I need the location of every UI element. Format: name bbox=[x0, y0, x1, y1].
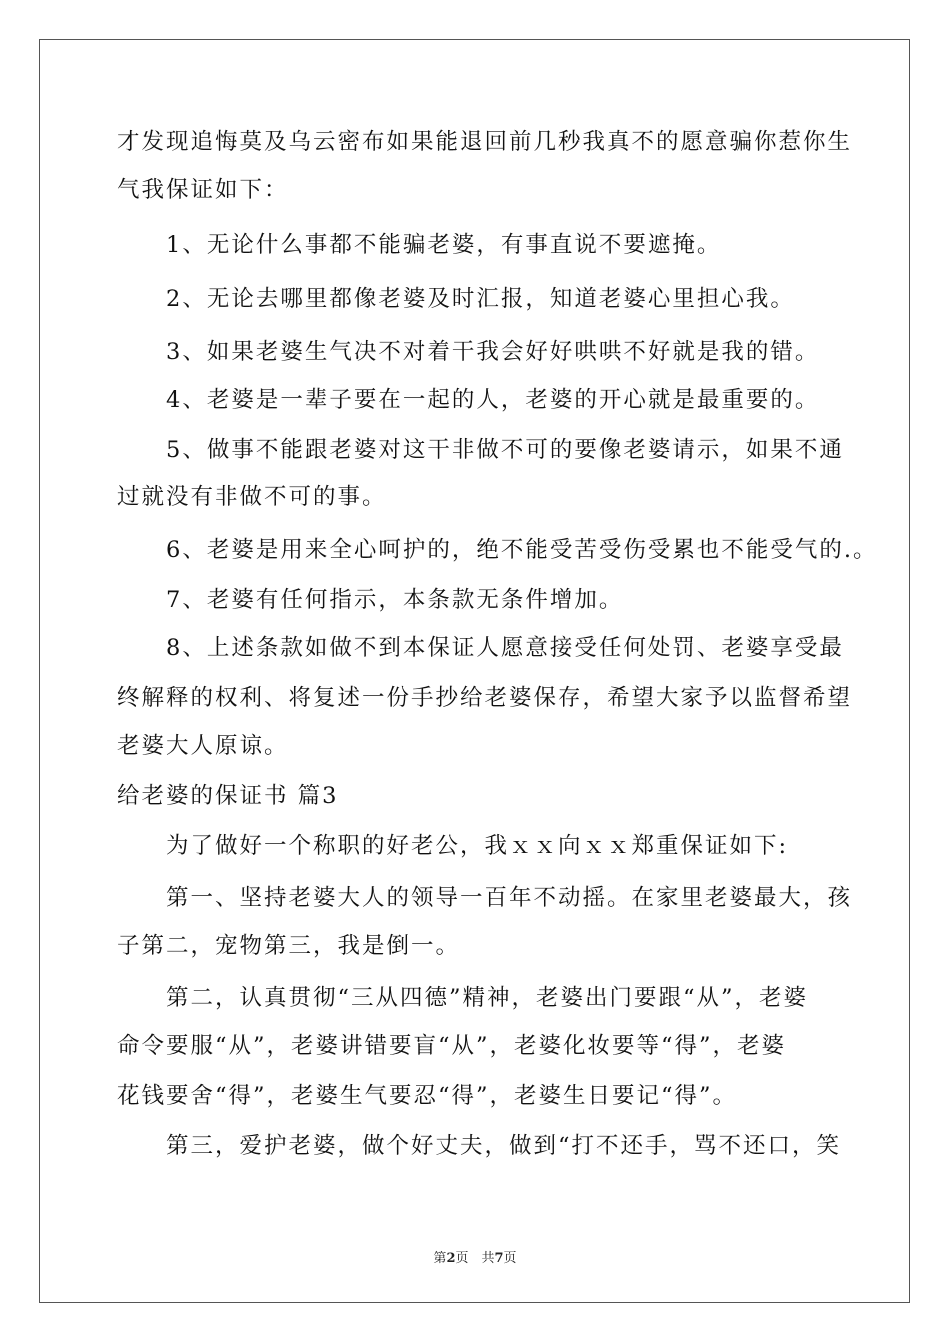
page-border bbox=[39, 39, 910, 1303]
list-item: 5、做事不能跟老婆对这干非做不可的要像老婆请示，如果不通 bbox=[117, 437, 844, 463]
page-current: 2 bbox=[446, 1251, 456, 1266]
text-line: 终解释的权利、将复述一份手抄给老婆保存，希望大家予以监督希望 bbox=[117, 685, 853, 711]
list-item: 6、老婆是用来全心呵护的，绝不能受苦受伤受累也不能受气的.。 bbox=[117, 537, 878, 563]
text-line: 花钱要舍“得”，老婆生气要忍“得”，老婆生日要记“得”。 bbox=[117, 1083, 738, 1109]
list-item: 8、上述条款如做不到本保证人愿意接受任何处罚、老婆享受最 bbox=[117, 635, 844, 661]
page-prefix: 第 bbox=[433, 1251, 447, 1266]
text-line: 才发现追悔莫及乌云密布如果能退回前几秒我真不的愿意骗你惹你生 bbox=[117, 129, 853, 155]
text-line: 第三，爱护老婆，做个好丈夫，做到“打不还手，骂不还口，笑 bbox=[117, 1133, 842, 1159]
text-line: 第二，认真贯彻“三从四德”精神，老婆出门要跟“从”，老婆 bbox=[117, 985, 809, 1011]
text-line: 过就没有非做不可的事。 bbox=[117, 484, 387, 510]
section-heading: 给老婆的保证书 篇3 bbox=[117, 783, 339, 809]
text-line: 为了做好一个称职的好老公，我ｘｘ向ｘｘ郑重保证如下: bbox=[117, 833, 789, 859]
page-mid: 页 共 bbox=[455, 1251, 495, 1266]
text-line: 子第二，宠物第三，我是倒一。 bbox=[117, 933, 461, 959]
text-line: 第一、坚持老婆大人的领导一百年不动摇。在家里老婆最大，孩 bbox=[117, 885, 853, 911]
list-item: 2、无论去哪里都像老婆及时汇报，知道老婆心里担心我。 bbox=[117, 286, 795, 312]
page-suffix: 页 bbox=[503, 1251, 517, 1266]
text-line: 气我保证如下： bbox=[117, 177, 289, 203]
text-line: 老婆大人原谅。 bbox=[117, 733, 289, 759]
list-item: 4、老婆是一辈子要在一起的人，老婆的开心就是最重要的。 bbox=[117, 387, 820, 413]
page-number-footer bbox=[0, 1247, 950, 1266]
list-item: 1、无论什么事都不能骗老婆，有事直说不要遮掩。 bbox=[117, 232, 722, 258]
list-item: 7、老婆有任何指示，本条款无条件增加。 bbox=[117, 587, 624, 613]
list-item: 3、如果老婆生气决不对着干我会好好哄哄不好就是我的错。 bbox=[117, 339, 820, 365]
page-total: 7 bbox=[494, 1251, 504, 1266]
text-line: 命令要服“从”，老婆讲错要盲“从”，老婆化妆要等“得”，老婆 bbox=[117, 1033, 787, 1059]
